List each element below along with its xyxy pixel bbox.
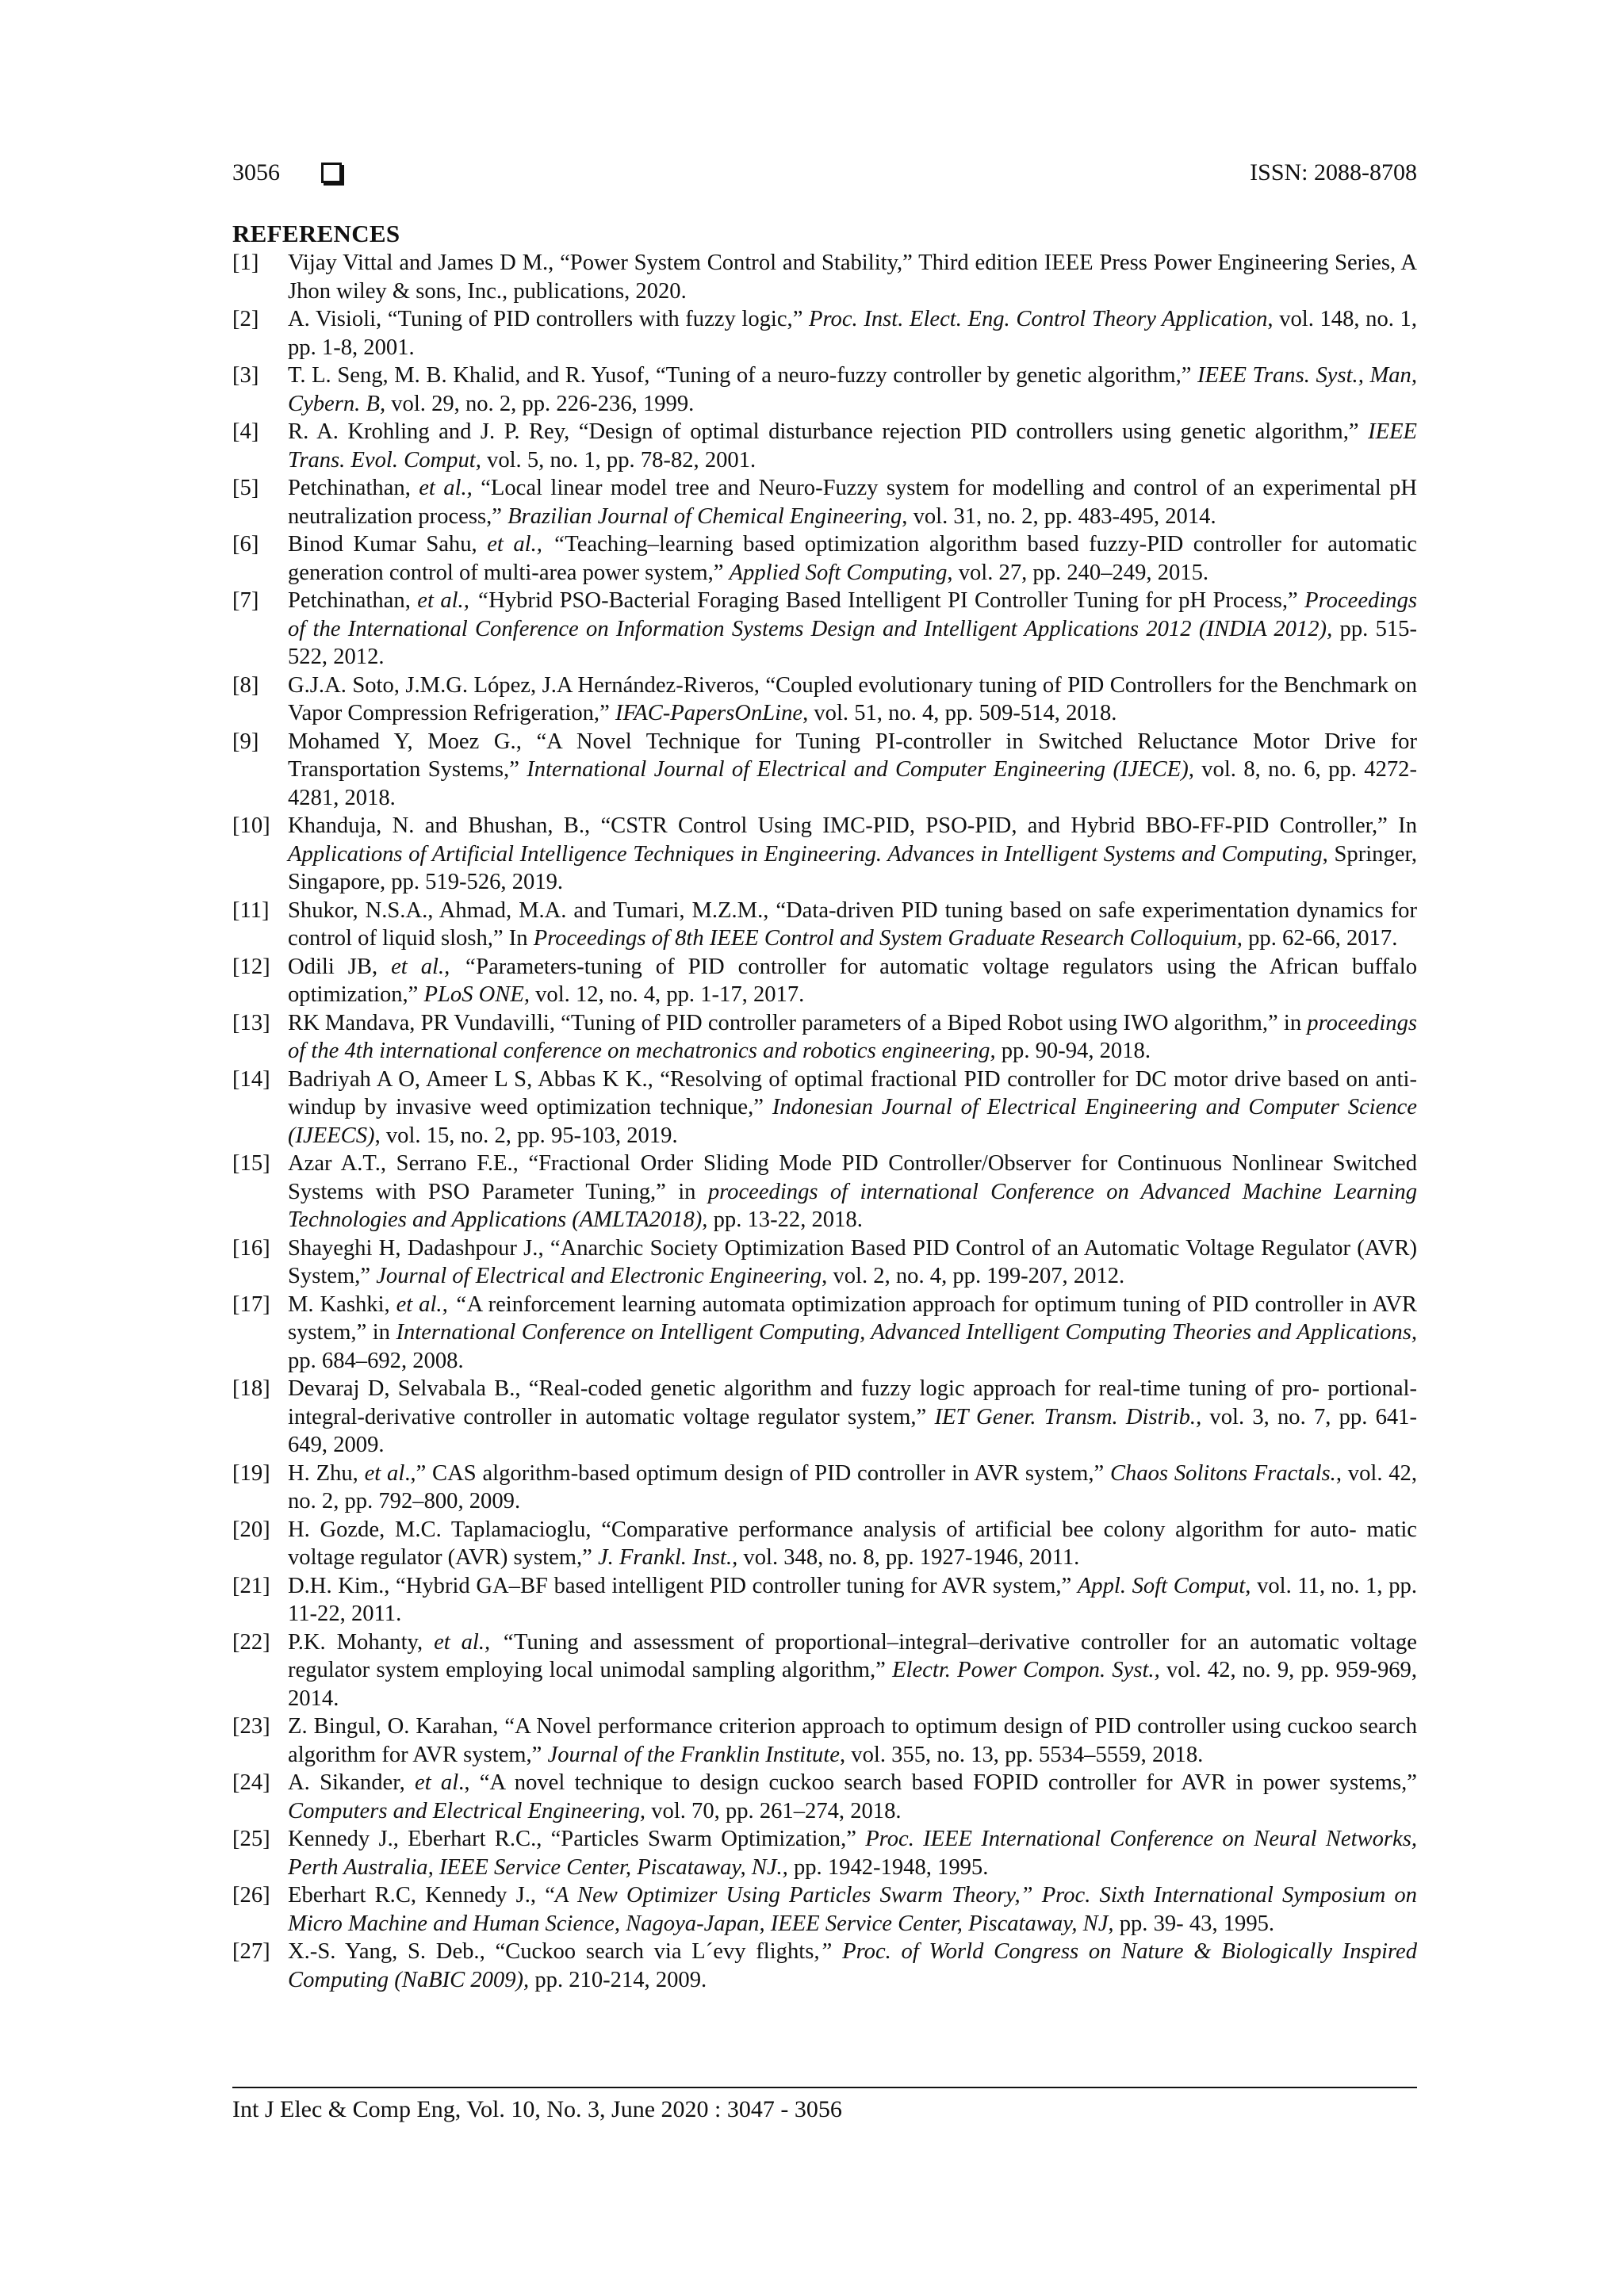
reference-segment: Binod Kumar Sahu, [288, 532, 488, 557]
reference-text [288, 1714, 1417, 1767]
reference-number: [6] [232, 532, 259, 557]
reference-segment: RK Mandava, PR Vundavilli, “Tuning of PID controller parameters of a Biped Robot using IWO algorithm,” in [288, 1010, 1308, 1035]
reference-number: [9] [232, 729, 259, 754]
reference-italic-segment: et al., [419, 476, 473, 500]
reference-italic-segment: Applications of Artificial Intelligence Techniques in Engineering. Advances in Intelligent Systems and Computing [288, 841, 1323, 867]
reference-segment: Shayeghi H, Dadashpour J., “Anarchic Society Optimization Based PID Control of an Automatic Voltage Regulator (AVR) System,” [288, 1235, 1417, 1288]
reference-italic-segment: J. Frankl. Inst., [597, 1545, 738, 1570]
reference-entry [232, 1769, 1417, 1825]
reference-segment: vol. 348, no. 8, pp. 1927-1946, 2011. [737, 1545, 1080, 1570]
reference-segment: Petchinathan, [288, 476, 419, 500]
reference-number: [3] [232, 363, 259, 388]
reference-italic-segment: IEEE Trans. Evol. Comput, [288, 419, 1417, 473]
reference-segment: Parameters-tuning of PID controller for automatic voltage regulators using the African buffalo optimization,” [288, 954, 1417, 1007]
reference-segment: A reinforcement learning automata optimization approach for optimum tuning of PID controller in AVR system,” in [288, 1292, 1418, 1345]
reference-segment: , vol. 148, no. 1, pp. 1-8, 2001. [288, 307, 1417, 360]
reference-text [288, 898, 1417, 951]
reference-italic-segment: et al., “ [487, 532, 565, 557]
reference-italic-segment: Indonesian Journal of Electrical Engineering and Computer Science (IJEECS) [288, 1095, 1417, 1148]
reference-number: [4] [232, 419, 259, 444]
reference-segment: H. Gozde, M.C. Taplamacioglu, “Comparative performance analysis of artificial bee colony algorithm for auto- matic voltage regulator (AVR) system,” [288, 1517, 1417, 1570]
reference-entry [232, 362, 1417, 418]
reference-italic-segment: et al., “ [417, 588, 489, 613]
reference-text [288, 1574, 1417, 1627]
reference-text [288, 1376, 1417, 1457]
reference-entry [232, 1460, 1417, 1516]
reference-number: [12] [232, 954, 270, 979]
reference-number: [2] [232, 307, 259, 331]
reference-entry [232, 249, 1417, 305]
reference-italic-segment: Applied Soft Computing [729, 560, 948, 585]
reference-number: [11] [232, 897, 270, 923]
reference-entry [232, 1066, 1417, 1150]
reference-number: [15] [232, 1151, 270, 1176]
journal-citation-footer: Int J Elec & Comp Eng, Vol. 10, No. 3, June 2020 : 3047 - 3056 [232, 2096, 842, 2122]
reference-entry [232, 587, 1417, 672]
reference-italic-segment: et al., “ [434, 1629, 514, 1655]
reference-entry [232, 672, 1417, 728]
reference-entry [232, 1516, 1417, 1572]
reference-number: [19] [232, 1460, 270, 1486]
reference-segment: Eberhart R.C, Kennedy J., “ [288, 1883, 555, 1908]
reference-text [288, 1151, 1417, 1232]
reference-segment: H. Zhu, [288, 1460, 365, 1486]
reference-number: [5] [232, 476, 259, 500]
reference-text [288, 955, 1417, 1008]
reference-italic-segment: Proc. Inst. Elect. Eng. Control Theory Application [809, 307, 1268, 331]
reference-italic-segment: Proceedings of the International Conference on Information Systems Design and Intelligent Applications 2012 (INDIA 2012), [288, 588, 1417, 641]
reference-text [288, 673, 1417, 726]
reference-italic-segment: International Journal of Electrical and Computer Engineering (IJECE), [527, 757, 1194, 782]
reference-segment: , Springer, Singapore, pp. 519-526, 2019. [288, 841, 1417, 894]
reference-italic-segment: Chaos Solitons Fractals. [1109, 1460, 1336, 1486]
reference-segment: pp. 13-22, 2018. [707, 1207, 863, 1232]
reference-number: [22] [232, 1629, 270, 1655]
reference-italic-segment: A New Optimizer Using Particles Swarm Theory,” Proc. Sixth International Symposium on Micro Machine and Human Science, Nagoya-Japan, IEEE Service Center, Piscataway, NJ, [288, 1883, 1417, 1936]
reference-segment: vol. 8, no. 6, pp. 4272-4281, 2018. [288, 757, 1417, 810]
reference-number: [1] [232, 251, 259, 275]
reference-text [288, 1827, 1417, 1880]
reference-number: [7] [232, 588, 259, 613]
reference-segment: ., “A novel technique to design cuckoo search based FOPID controller for AVR in power systems,” [458, 1770, 1417, 1795]
reference-entry [232, 953, 1417, 1009]
reference-text [288, 1236, 1417, 1289]
reference-italic-segment: PLoS ONE, [423, 982, 530, 1007]
reference-text [288, 729, 1417, 810]
reference-segment: Teaching–learning based optimization algorithm based fuzzy-PID controller for automatic generation control of multi-area power system,” [288, 532, 1418, 585]
reference-text [288, 476, 1417, 529]
reference-text [288, 1461, 1417, 1514]
reference-italic-segment: IEEE Trans. Syst., Man, Cybern. B, [288, 363, 1418, 416]
reference-entry [232, 1628, 1417, 1713]
reference-entry [232, 1825, 1417, 1881]
reference-number: [27] [232, 1939, 270, 1964]
reference-number: [14] [232, 1066, 270, 1092]
reference-italic-segment: ,” Proc. of World Congress on Nature & Biologically Inspired Computing (NaBIC 2009), [288, 1939, 1417, 1992]
reference-number: [25] [232, 1827, 270, 1851]
reference-italic-segment: Computers and Electrical Engineering, [288, 1798, 646, 1823]
reference-segment: pp. 62-66, 2017. [1242, 926, 1398, 951]
reference-segment: pp. 684–692, 2008. [288, 1348, 464, 1373]
reference-italic-segment: et al., “ [396, 1292, 467, 1317]
reference-segment: P.K. Mohanty, [288, 1629, 435, 1655]
reference-segment: pp. 39- 43, 1995. [1113, 1911, 1275, 1936]
reference-segment: , vol. 355, no. 13, pp. 5534–5559, 2018. [840, 1742, 1204, 1767]
reference-italic-segment: et al [364, 1460, 405, 1486]
reference-segment: X.-S. Yang, S. Deb., “Cuckoo search via L´evy flights [288, 1939, 814, 1964]
reference-segment: , vol. 11, no. 1, pp. 11-22, 2011. [288, 1573, 1417, 1626]
reference-italic-segment: et al., “ [391, 954, 477, 979]
reference-italic-segment: IET Gener. Transm. Distrib., [934, 1404, 1202, 1429]
reference-number: [16] [232, 1235, 270, 1261]
reference-segment: , vol. 27, pp. 240–249, 2015. [947, 560, 1209, 585]
reference-number: [8] [232, 672, 259, 698]
reference-segment: D.H. Kim., “Hybrid GA–BF based intelligent PID controller tuning for AVR system,” [288, 1573, 1078, 1598]
reference-italic-segment: Appl. Soft Comput [1077, 1573, 1246, 1598]
reference-italic-segment: Proceedings of 8th IEEE Control and System Graduate Research Colloquium, [533, 926, 1243, 951]
reference-segment: M. Kashki, [288, 1292, 396, 1317]
reference-italic-segment: et al [415, 1770, 459, 1795]
reference-segment: Shukor, N.S.A., Ahmad, M.A. and Tumari, M.Z.M., “Data-driven PID tuning based on safe experimentation dynamics for control of liquid slosh,” In [288, 897, 1417, 951]
reference-entry [232, 812, 1417, 897]
reference-italic-segment: proceedings of international Conference on Advanced Machine Learning Technologies and Applications (AMLTA2018), [288, 1179, 1417, 1232]
reference-entry [232, 1712, 1417, 1769]
reference-entry [232, 1375, 1417, 1460]
reference-segment: Azar A.T., Serrano F.E., “Fractional Order Sliding Mode PID Controller/Observer for Continuous Nonlinear Switched Systems with PSO Parameter Tuning,” in [288, 1151, 1417, 1204]
reference-segment: “Local linear model tree and Neuro-Fuzzy system for modelling and control of an experimental pH neutralization process,” [288, 476, 1417, 529]
reference-segment: Vijay Vittal and James D M., “Power System Control and Stability,” Third edition IEEE Press Power Engineering Series, A Jhon wiley & sons, Inc., publications, 2020. [288, 251, 1417, 304]
reference-segment: , vol. 2, no. 4, pp. 199-207, 2012. [822, 1264, 1125, 1288]
reference-segment: , vol. 51, no. 4, pp. 509-514, 2018. [802, 701, 1117, 725]
reference-number: [23] [232, 1714, 270, 1739]
reference-text [288, 419, 1417, 473]
reference-segment: vol. 12, no. 4, pp. 1-17, 2017. [529, 982, 805, 1007]
reference-segment: vol. 29, no. 2, pp. 226-236, 1999. [385, 391, 695, 416]
reference-segment: Tuning and assessment of proportional–integral–derivative controller for an automatic voltage regulator system employing local unimodal sampling algorithm,” [288, 1629, 1418, 1682]
reference-entry [232, 530, 1417, 587]
reference-text [288, 251, 1417, 304]
reference-number: [18] [232, 1376, 270, 1401]
reference-text [288, 813, 1417, 894]
reference-italic-segment: Journal of the Franklin Institute [547, 1742, 840, 1767]
reference-segment: vol. 70, pp. 261–274, 2018. [645, 1798, 902, 1823]
reference-italic-segment: International Conference on Intelligent Computing, Advanced Intelligent Computing Theories and Applications, [396, 1320, 1417, 1345]
reference-segment: pp. 90-94, 2018. [995, 1039, 1151, 1063]
reference-entry [232, 1009, 1417, 1066]
reference-entry [232, 418, 1417, 474]
reference-italic-segment: IFAC-PapersOnLine [615, 701, 803, 725]
reference-text [288, 1517, 1417, 1571]
reference-entry [232, 305, 1417, 362]
reference-entry [232, 1881, 1417, 1938]
reference-list [232, 249, 1417, 1994]
reference-entry [232, 1291, 1417, 1376]
reference-number: [26] [232, 1883, 270, 1908]
reference-segment: G.J.A. Soto, J.M.G. López, J.A Hernández-Riveros, “Coupled evolutionary tuning of PID Controllers for the Benchmark on Vapor Compression Refrigeration,” [288, 672, 1417, 725]
references-heading: REFERENCES [232, 220, 400, 247]
reference-text [288, 1011, 1417, 1064]
reference-segment: Z. Bingul, O. Karahan, “A Novel performance criterion approach to optimum design of PID controller using cuckoo search algorithm for AVR system,” [288, 1714, 1417, 1767]
reference-number: [13] [232, 1010, 270, 1035]
reference-segment: pp. 1942-1948, 1995. [787, 1854, 989, 1880]
reference-text [288, 532, 1417, 585]
reference-italic-segment: Journal of Electrical and Electronic Engineering [376, 1264, 822, 1288]
reference-italic-segment: Proc. IEEE International Conference on Neural Networks, Perth Australia, IEEE Service Center, Piscataway, NJ., [288, 1827, 1418, 1880]
reference-text [288, 307, 1417, 360]
reference-segment: pp. 210-214, 2009. [529, 1967, 707, 1992]
reference-entry [232, 1234, 1417, 1291]
reference-number: [17] [232, 1292, 270, 1317]
reference-segment: Khanduja, N. and Bhushan, B., “CSTR Control Using IMC-PID, PSO-PID, and Hybrid BBO-FF-PID Controller,” In [288, 813, 1417, 838]
reference-segment: Hybrid PSO-Bacterial Foraging Based Intelligent PI Controller Tuning for pH Process,” [488, 588, 1305, 613]
reference-segment: vol. 42, no. 9, pp. 959-969, 2014. [288, 1658, 1417, 1711]
reference-segment: , vol. 31, no. 2, pp. 483-495, 2014. [902, 503, 1216, 529]
reference-segment: vol. 5, no. 1, pp. 78-82, 2001. [481, 447, 756, 473]
reference-entry [232, 1572, 1417, 1628]
footer-divider [232, 2087, 1417, 2088]
reference-number: [21] [232, 1573, 270, 1598]
page-number: 3056 [232, 159, 280, 186]
reference-segment: pp. 515-522, 2012. [288, 616, 1417, 669]
reference-text [288, 1067, 1417, 1148]
reference-entry [232, 474, 1417, 530]
reference-segment: T. L. Seng, M. B. Khalid, and R. Yusof, “Tuning of a neuro-fuzzy controller by genetic algorithm,” [288, 363, 1198, 388]
reference-segment: .,” CAS algorithm-based optimum design of PID controller in AVR system,” [404, 1460, 1110, 1486]
reference-entry [232, 728, 1417, 813]
reference-number: [10] [232, 813, 270, 838]
reference-number: [24] [232, 1770, 270, 1795]
reference-text [288, 1939, 1417, 1992]
reference-segment: R. A. Krohling and J. P. Rey, “Design of optimal disturbance rejection PID controllers using genetic algorithm,” [288, 419, 1369, 444]
reference-text [288, 1630, 1417, 1711]
reference-entry [232, 897, 1417, 953]
reference-text [288, 1292, 1417, 1373]
reference-segment: Badriyah A O, Ameer L S, Abbas K K., “Resolving of optimal fractional PID controller for DC motor drive based on anti-windup by invasive weed optimization technique,” [288, 1066, 1417, 1119]
running-header [232, 155, 1417, 190]
reference-segment: Petchinathan, [288, 588, 418, 613]
reference-number: [20] [232, 1517, 270, 1542]
reference-segment: A. Visioli, “Tuning of PID controllers with fuzzy logic,” [288, 307, 810, 331]
reference-segment: Odili JB, [288, 954, 392, 979]
reference-segment: Mohamed Y, Moez G., “A Novel Technique for Tuning PI-controller in Switched Reluctance Motor Drive for Transportation Systems,” [288, 729, 1417, 782]
reference-italic-segment: Brazilian Journal of Chemical Engineering [508, 503, 902, 529]
reference-segment: , vol. 15, no. 2, pp. 95-103, 2019. [374, 1123, 678, 1148]
square-box-icon [321, 163, 342, 183]
reference-text [288, 1770, 1417, 1823]
reference-segment: , vol. 42, no. 2, pp. 792–800, 2009. [288, 1460, 1418, 1513]
reference-text [288, 588, 1417, 669]
reference-segment: Devaraj D, Selvabala B., “Real-coded genetic algorithm and fuzzy logic approach for real-time tuning of pro- portional-integral-derivative controller in automatic voltage regulator system,” [288, 1376, 1417, 1429]
reference-italic-segment: proceedings of the 4th international conference on mechatronics and robotics engineering, [288, 1010, 1417, 1063]
reference-segment: vol. 3, no. 7, pp. 641-649, 2009. [288, 1404, 1417, 1457]
reference-segment: A. Sikander, [288, 1770, 416, 1795]
reference-entry [232, 1938, 1417, 1994]
reference-segment: Kennedy J., Eberhart R.C., “Particles Swarm Optimization,” [288, 1827, 866, 1851]
issn: ISSN: 2088-8708 [1250, 159, 1417, 186]
reference-entry [232, 1150, 1417, 1234]
reference-text [288, 1883, 1417, 1936]
reference-text [288, 363, 1417, 416]
reference-italic-segment: Electr. Power Compon. Syst., [892, 1658, 1160, 1682]
